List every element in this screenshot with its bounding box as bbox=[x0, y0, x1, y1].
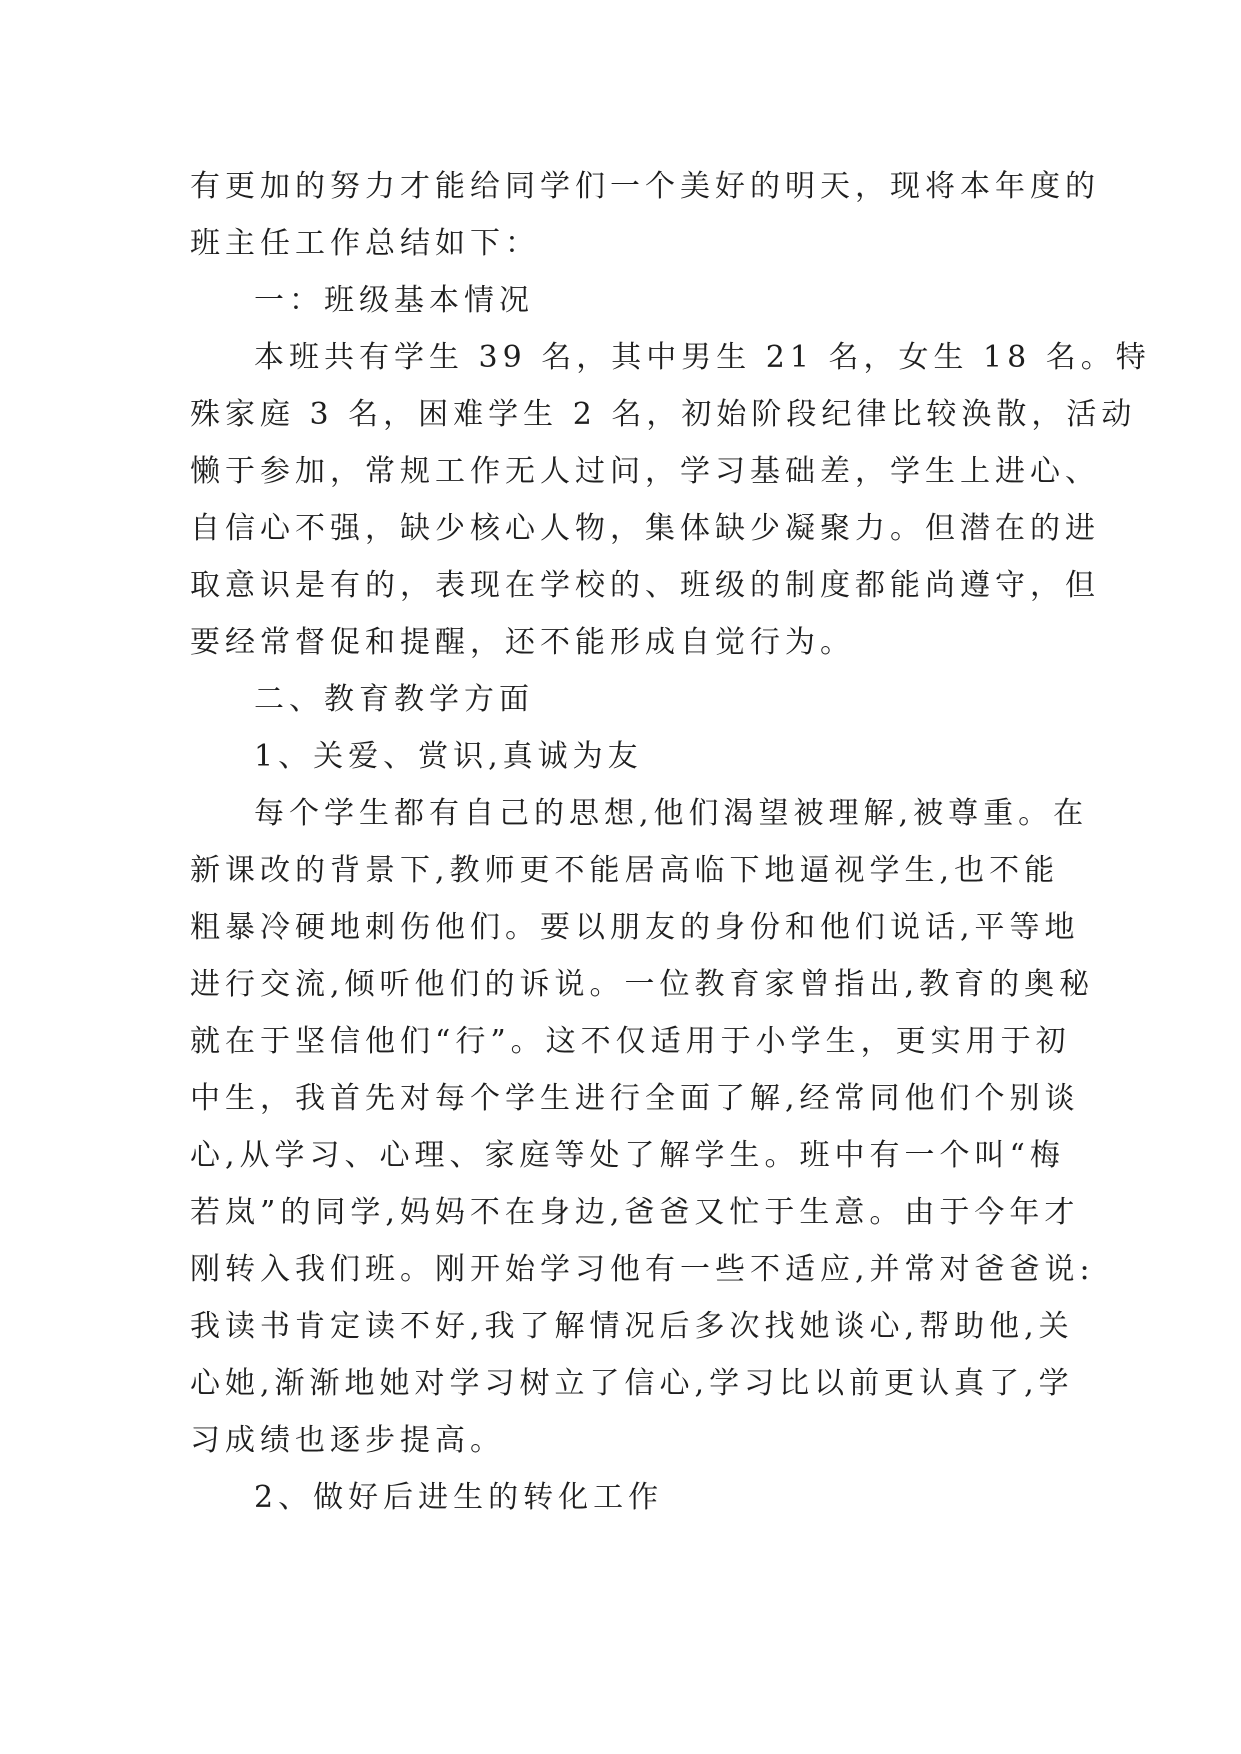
text-line: 要经常督促和提醒，还不能形成自觉行为。 bbox=[190, 625, 855, 660]
text-line: 每个学生都有自己的思想,他们渴望被理解,被尊重。在 bbox=[254, 796, 1089, 831]
text-line: 班主任工作总结如下： bbox=[190, 226, 540, 261]
section-heading: 二、教育教学方面 bbox=[254, 682, 534, 717]
text-line: 自信心不强，缺少核心人物，集体缺少凝聚力。但潜在的进 bbox=[190, 511, 1100, 546]
text-line: 懒于参加，常规工作无人过问，学习基础差，学生上进心、 bbox=[190, 454, 1100, 489]
text-line: 中生，我首先对每个学生进行全面了解,经常同他们个别谈 bbox=[190, 1081, 1080, 1116]
text-line: 若岚”的同学,妈妈不在身边,爸爸又忙于生意。由于今年才 bbox=[190, 1195, 1080, 1230]
text-line: 粗暴冷硬地刺伤他们。要以朋友的身份和他们说话,平等地 bbox=[190, 910, 1080, 945]
text-line: 心她,渐渐地她对学习树立了信心,学习比以前更认真了,学 bbox=[190, 1366, 1074, 1401]
subsection-heading: 2、做好后进生的转化工作 bbox=[254, 1480, 664, 1515]
body-text bbox=[190, 158, 1151, 1526]
text-line: 新课改的背景下,教师更不能居高临下地逼视学生,也不能 bbox=[190, 853, 1060, 888]
text-line: 习成绩也逐步提高。 bbox=[190, 1423, 505, 1458]
text-line: 刚转入我们班。刚开始学习他有一些不适应,并常对爸爸说: bbox=[190, 1252, 1095, 1287]
text-line: 进行交流,倾听他们的诉说。一位教育家曾指出,教育的奥秘 bbox=[190, 967, 1095, 1002]
text-line: 有更加的努力才能给同学们一个美好的明天，现将本年度的 bbox=[190, 169, 1100, 204]
text-line: 殊家庭 3 名，困难学生 2 名，初始阶段纪律比较涣散，活动 bbox=[190, 397, 1137, 432]
section-heading: 一：班级基本情况 bbox=[254, 283, 534, 318]
text-line: 本班共有学生 39 名，其中男生 21 名，女生 18 名。特 bbox=[254, 340, 1151, 375]
subsection-heading: 1、关爱、赏识,真诚为友 bbox=[254, 739, 643, 774]
text-line: 取意识是有的，表现在学校的、班级的制度都能尚遵守，但 bbox=[190, 568, 1100, 603]
text-line: 就在于坚信他们“行”。这不仅适用于小学生，更实用于初 bbox=[190, 1024, 1071, 1059]
text-line: 我读书肯定读不好,我了解情况后多次找她谈心,帮助他,关 bbox=[190, 1309, 1074, 1344]
text-line: 心,从学习、心理、家庭等处了解学生。班中有一个叫“梅 bbox=[190, 1138, 1065, 1173]
